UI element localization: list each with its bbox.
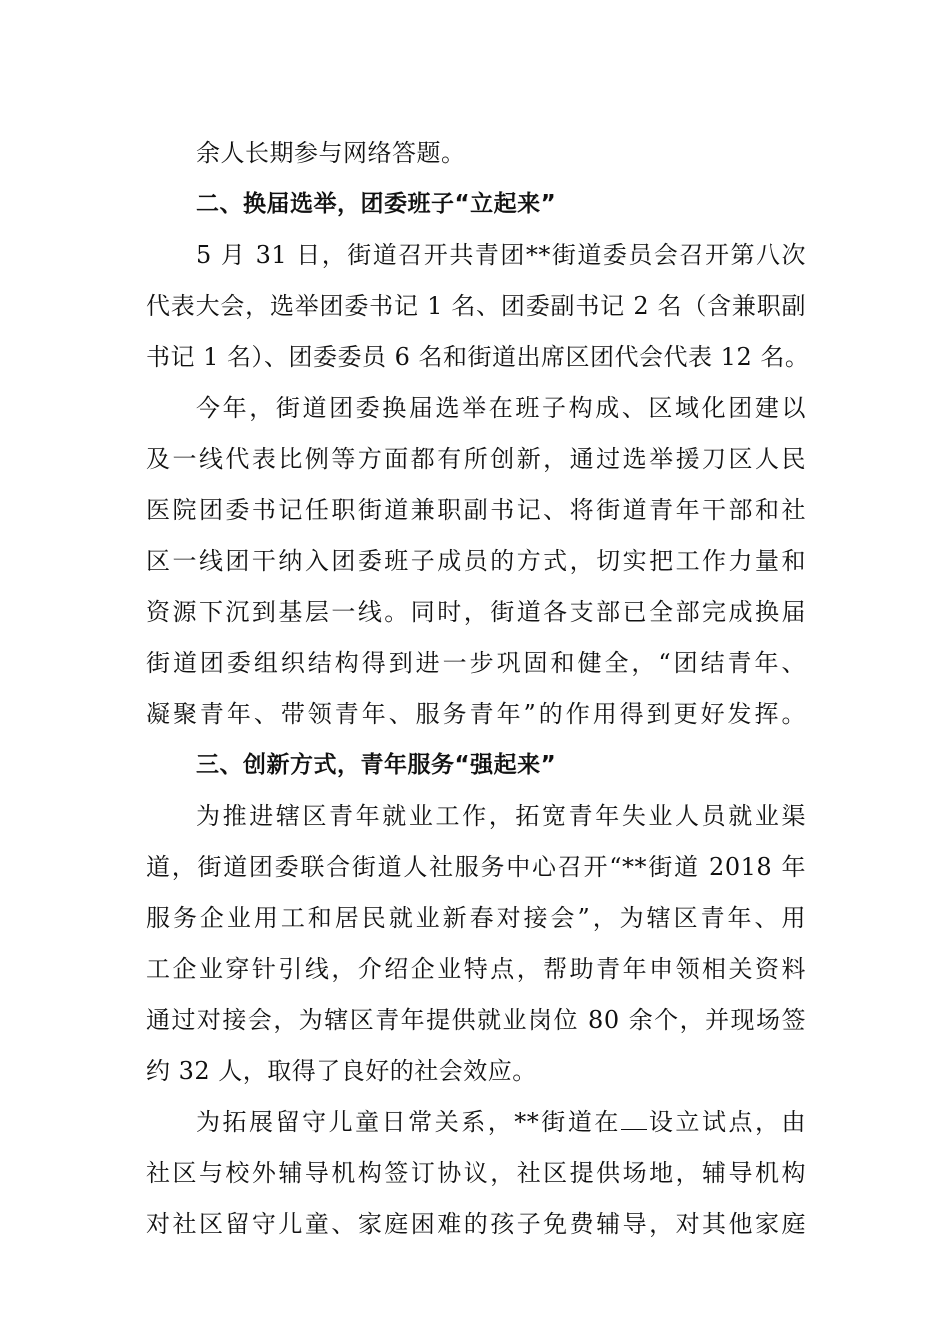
paragraph-line-with-blank: [146, 1097, 806, 1148]
paragraph-text-after-blank: 设立试点，由: [646, 1108, 807, 1136]
paragraph-line: 书记 1 名）、团委委员 6 名和街道出席区团代会代表 12 名。: [146, 343, 810, 371]
fill-in-blank: [621, 1107, 647, 1130]
paragraph-line: 凝聚青年、带领青年、服务青年”的作用得到更好发挥。: [146, 700, 806, 728]
paragraph-line: 道，街道团委联合街道人社服务中心召开“**街道 2018 年: [146, 853, 806, 881]
section-heading-2: 二、换届选举，团委班子“立起来”: [196, 191, 557, 217]
paragraph-line: 为推进辖区青年就业工作，拓宽青年失业人员就业渠: [196, 802, 806, 830]
paragraph-line: 社区与校外辅导机构签订协议，社区提供场地，辅导机构: [146, 1159, 806, 1187]
paragraph-line: 医院团委书记任职街道兼职副书记、将街道青年干部和社: [146, 496, 806, 524]
paragraph-line: 街道团委组织结构得到进一步巩固和健全，“团结青年、: [146, 649, 806, 677]
paragraph-line: 约 32 人，取得了良好的社会效应。: [146, 1057, 537, 1085]
paragraph-line: 对社区留守儿童、家庭困难的孩子免费辅导，对其他家庭: [146, 1210, 806, 1238]
paragraph-line: 余人长期参与网络答题。: [196, 139, 466, 167]
section-heading-3: 三、创新方式，青年服务“强起来”: [196, 752, 557, 778]
paragraph-line: 资源下沉到基层一线。同时，街道各支部已全部完成换届: [146, 598, 806, 626]
paragraph-text-before-blank: 为拓展留守儿童日常关系，**街道在: [196, 1108, 621, 1136]
paragraph-line: 工企业穿针引线，介绍企业特点，帮助青年申领相关资料: [146, 955, 806, 983]
paragraph-line: 代表大会，选举团委书记 1 名、团委副书记 2 名（含兼职副: [146, 292, 806, 320]
paragraph-line: 今年，街道团委换届选举在班子构成、区域化团建以: [196, 394, 806, 422]
paragraph-line: 区一线团干纳入团委班子成员的方式，切实把工作力量和: [146, 547, 806, 575]
paragraph-line: 及一线代表比例等方面都有所创新，通过选举援刀区人民: [146, 445, 806, 473]
paragraph-line: 通过对接会，为辖区青年提供就业岗位 80 余个，并现场签: [146, 1006, 806, 1034]
paragraph-line: 5 月 31 日，街道召开共青团**街道委员会召开第八次: [196, 241, 806, 269]
paragraph-line: 服务企业用工和居民就业新春对接会”，为辖区青年、用: [146, 904, 806, 932]
document-body: [146, 128, 810, 1250]
